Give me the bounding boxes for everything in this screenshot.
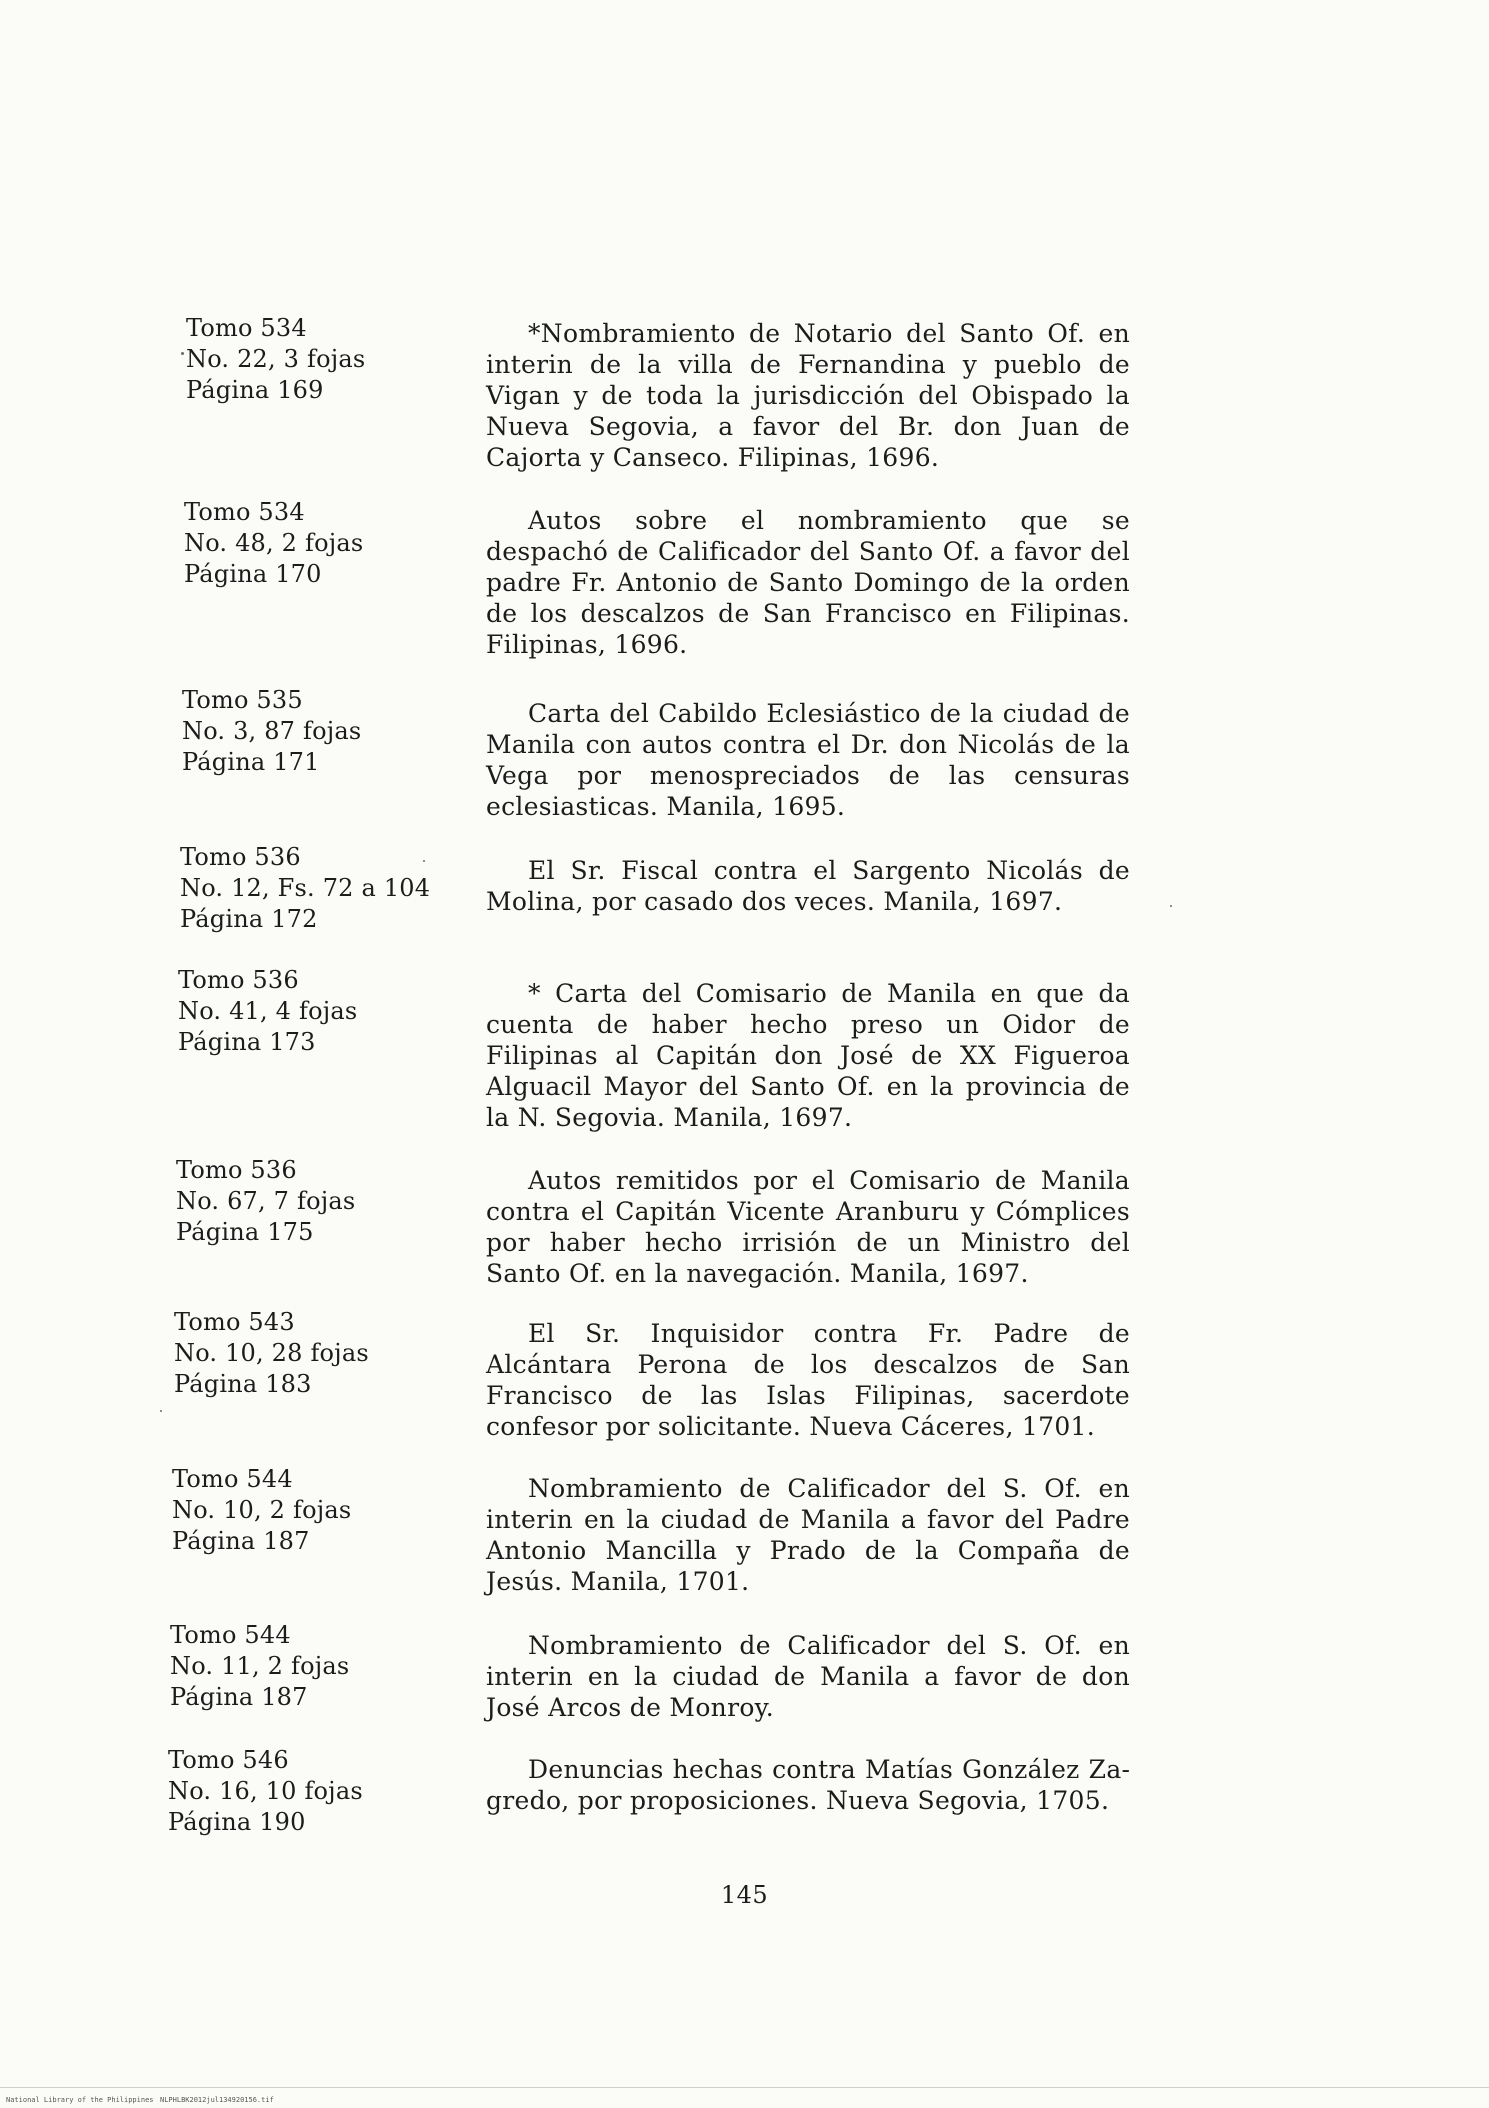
number-label: No. 67, 7 fojas <box>176 1187 356 1215</box>
number-label: No. 10, 28 fojas <box>174 1339 369 1367</box>
entry-description: * Carta del Comisario de Manila en que da cuenta de haber hecho preso un Oidor de Filipinas al Capitán don José de XX Figueroa Alguacil Mayor del Santo Of. en la provincia de la N. Segovia. Manila, 1697. <box>486 979 1130 1132</box>
page-label: Página 170 <box>184 560 322 588</box>
tomo-label: Tomo 534 <box>186 314 307 342</box>
scan-speck <box>423 860 425 862</box>
entry-reference <box>182 685 482 778</box>
entry-reference <box>180 842 480 935</box>
entry-description: Autos sobre el nombramiento que se despachó de Calificador del Santo Of. a favor del padre Fr. Antonio de Santo Domingo de la orden de los descalzos de San Francisco en Filipinas. Filipinas, 1696. <box>486 506 1130 659</box>
page-label: Página 175 <box>176 1218 314 1246</box>
entry-description: Nombramiento de Calificador del S. Of. en interin en la ciudad de Manila a favor de don José Arcos de Monroy. <box>486 1631 1130 1722</box>
scan-bottom-rule <box>0 2087 1489 2088</box>
entry-description: Denuncias hechas contra Matías González Zagredo, por proposiciones. Nueva Segovia, 1705. <box>486 1755 1130 1815</box>
number-label: No. 48, 2 fojas <box>184 529 364 557</box>
page-label: Página 190 <box>168 1808 306 1836</box>
entry-reference <box>186 313 486 406</box>
page-label: Página 173 <box>178 1028 316 1056</box>
entry-reference <box>178 965 478 1058</box>
entry-description: Carta del Cabildo Eclesiástico de la ciudad de Manila con autos contra el Dr. don Nicolás de la Vega por menospreciados de las censuras eclesiasticas. Manila, 1695. <box>486 699 1130 821</box>
tomo-label: Tomo 546 <box>168 1746 289 1774</box>
tomo-label: Tomo 543 <box>174 1308 295 1336</box>
number-label: No. 12, Fs. 72 a 104 <box>180 874 431 902</box>
tomo-label: Tomo 536 <box>180 843 301 871</box>
entry-description: Autos remitidos por el Comisario de Manila contra el Capitán Vicente Aranburu y Cómplices por haber hecho irrisión de un Ministro del Santo Of. en la navegación. Manila, 1697. <box>486 1166 1130 1288</box>
entry-reference <box>176 1155 476 1248</box>
number-label: No. 10, 2 fojas <box>172 1496 352 1524</box>
scan-speck <box>160 1410 162 1412</box>
number-label: No. 16, 10 fojas <box>168 1777 363 1805</box>
page-label: Página 187 <box>172 1527 310 1555</box>
tomo-label: Tomo 544 <box>172 1465 293 1493</box>
page-label: Página 171 <box>182 748 320 776</box>
page-label: Página 172 <box>180 905 318 933</box>
number-label: No. 3, 87 fojas <box>182 717 362 745</box>
scan-filename: NLPHLBK2012jul134920156.tif <box>160 2096 274 2104</box>
page-number: 145 <box>720 1881 769 1909</box>
entry-description: El Sr. Fiscal contra el Sargento Nicolás de Molina, por casado dos veces. Manila, 1697. <box>486 856 1130 916</box>
entry-description: Nombramiento de Calificador del S. Of. en interin en la ciudad de Manila a favor del Padre Antonio Mancilla y Prado de la Compaña de Jesús. Manila, 1701. <box>486 1474 1130 1596</box>
tomo-label: Tomo 536 <box>176 1156 297 1184</box>
scan-speck <box>1170 905 1172 907</box>
tomo-label: Tomo 534 <box>184 498 305 526</box>
scan-speck <box>181 352 184 355</box>
entry-reference <box>184 497 484 590</box>
entry-reference <box>168 1745 468 1838</box>
number-label: No. 22, 3 fojas <box>186 345 366 373</box>
page-label: Página 183 <box>174 1370 312 1398</box>
number-label: No. 41, 4 fojas <box>178 997 358 1025</box>
entry-reference <box>174 1307 474 1400</box>
entry-description: El Sr. Inquisidor contra Fr. Padre de Alcántara Perona de los descalzos de San Francisco de las Islas Filipinas, sacerdote confesor por solicitante. Nueva Cáceres, 1701. <box>486 1319 1130 1441</box>
tomo-label: Tomo 544 <box>170 1621 291 1649</box>
entry-description: *Nombramiento de Notario del Santo Of. en interin de la villa de Fernandina y pueblo de Vigan y de toda la jurisdicción del Obispado la Nueva Segovia, a favor del Br. don Juan de Cajorta y Canseco. Filipinas, 1696. <box>486 319 1130 472</box>
page-label: Página 169 <box>186 376 324 404</box>
tomo-label: Tomo 536 <box>178 966 299 994</box>
entry-reference <box>170 1620 470 1713</box>
entry-reference <box>172 1464 472 1557</box>
number-label: No. 11, 2 fojas <box>170 1652 350 1680</box>
tomo-label: Tomo 535 <box>182 686 303 714</box>
library-credit: National Library of the Philippines <box>6 2096 154 2104</box>
page-label: Página 187 <box>170 1683 308 1711</box>
